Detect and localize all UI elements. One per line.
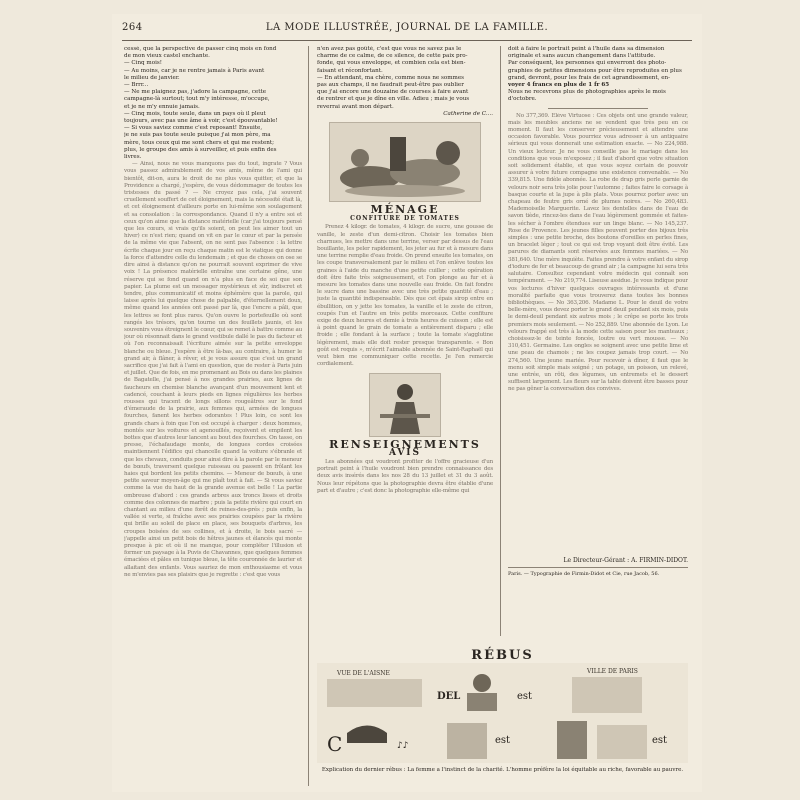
col1-line: je ne suis pas toute seule puisque j'ai mon père, ma (124, 132, 271, 139)
city-sketch (572, 677, 642, 713)
col1-line: — Si vous saviez comme c'est reposant! Ensuite, (124, 125, 263, 132)
col3-line: grand, devront, pour les frais de cet agrandissement, en- (508, 74, 671, 81)
recipe-text: Prenez 4 kilogr. de tomates, 4 kilogr. de sucre, une gousse de vanille, le zeste d'un demi-citron. Choisir les tomates bien charnues, les mettre dans une terrine, verser par dessus de l'eau bouillante, les peler rapidement, les jeter au fur et à mesure dans une terrine remplie d'eau froide. On prend ensuite les tomates, on les coupe transversalement par le milieu et l'on enlève toutes les graines à l'aide du manche d'une petite cuiller ; cette opération doit être faite très soigneusement, et l'on plonge au fur et à mesure les tomates dans une nouvelle eau froide. On fait fondre le sucre dans une bassine avec une très petite quantité d'eau ; juste la quantité indispensable. Dès que cet épais sirop entre en ébullition, on y jette les tomates, la vanille et le zeste de citron, coupés l'un et l'autre en très petits morceaux. Cette confiture exige de deux heures et demie à trois heures de cuisson ; elle est à point quand le grain de tomate a entièrement disparu ; elle froide ; elle fondant à la surface ; toute la tomate s'agglutine légèrement, mais elle doit rester presque transparente. « Bon goût est requis », m'écrit l'aimable abonnée de Saint-Raphaël qui veut bien me communiquer cette recette. Je l'en remercie cordialement. (317, 224, 493, 368)
column-1 (124, 46, 302, 790)
col2-line: que j'ai encore une douzaine de courses à faire avant (317, 89, 469, 96)
correspondence-text: No 377,369. Elève Virtuose : Ces objets ont une grande valeur, mais les meubles anciens ne se vendent que très peu en ce moment. Il faut les conserver précieusement et attendre une occasion favorable. Vous pourriez vous adresser à un antiquaire sérieux qui vous donnerait une estimation exacte. — No 224,988. Un vieux lecteur. Je ne vous conseille pas le mariage dans les conditions que vous m'exposez ; il faut d'abord que votre situation soit solidement établie, et que vous soyez certain de pouvoir assurer à votre future compagne une existence convenable. — No 339,815. Une fidèle abonnée. La robe de drap gris perle garnie de velours noir sera très jolie pour l'automne ; faites faire le corsage à basque courte et la jupe à plis plats. Vous pourrez porter avec un chapeau de feutre gris orné de plumes noires. — No 260,483. Mademoiselle Marguerite. Lavez les dentelles dans de l'eau de savon tiède, rincez-les dans de l'eau légèrement gommée et faites-les sécher à l'ombre étendues sur un linge blanc. — No 145,237. Rose de Provence. Les jeunes filles peuvent porter des bijoux très simples : une petite broche, des boutons d'oreilles en perles fines, un bracelet léger ; tout ce qui est trop voyant doit être évité. Les parures de diamants sont réservées aux femmes mariées. — No 381,640. Une mère inquiète. Faites prendre à votre enfant du sirop d'iodure de fer et beaucoup de grand air ; la campagne lui sera très salutaire. Consultez cependant votre médecin qui connaît son tempérament. — No 219,774. Liseuse assidue. Je vous indique pour vos lectures d'hiver quelques ouvrages intéressants et d'une moralité parfaite que vous trouverez dans toutes les bonnes bibliothèques. — No 363,206. Madame L. Pour le deuil de votre belle-mère, vous devez porter le grand deuil pendant six mois, puis le demi-deuil pendant six autres mois ; le crêpe se porte les trois premiers mois seulement. — No 252,889. Une abonnée de Lyon. Le velours frappé est très à la mode cette saison pour les manteaux ; choisissez-le de teinte foncée, loutre ou vert mousse. — No 310,451. Germaine. Les ongles se soignent avec une petite lime et une peau de chamois ; ne les coupez jamais trop court. — No 274,560. Une jeune mariée. Pour recevoir à dîner, il faut que le menu soit simple mais soigné ; un potage, un poisson, un relevé, une entrée, un rôti, des légumes, un entremets et le dessert suffisent largement. Les fleurs sur la table doivent être basses pour ne pas gêner la conversation des convives. (508, 112, 688, 393)
col1-line: — Cinq mois! (124, 60, 162, 67)
avis-text: Les abonnées qui voudront profiter de l'offre gracieuse d'un portrait peint à l'huile voudront bien prendre connaissance des deux avis insérés dans les nos 28 du 13 juillet et 31 du 3 août. Nous leur répétons que la photographie devra être établie d'une part et d'autre ; c'est donc la photographie elle-même qui (317, 458, 493, 494)
renseignements-heading: RENSEIGNEMENTS (329, 437, 481, 451)
recipe-title: CONFITURE DE TOMATES (350, 215, 460, 223)
still-life-illustration (329, 122, 481, 202)
rebus-explanation: Explication du dernier rébus : La femme a l'instinct de la charité. L'homme préfère la loi équitable au riche, favorable au pauvre. (321, 767, 684, 773)
column-divider-1 (308, 46, 309, 786)
col1-line: — Ne me plaignez pas, j'adore la campagne, cette (124, 89, 267, 96)
col3-line: d'octobre. (508, 96, 537, 103)
rebus-section (317, 648, 688, 780)
imprint-rule (508, 567, 688, 568)
col2-line: pas aux champs, il ne faudrait peut-être pas oublier (317, 82, 464, 89)
col1-line: — Au moins, car je ne rentre jamais à Paris avant (124, 67, 265, 74)
col3-line: doit à faire le portrait peint à l'huile dans sa dimension (508, 46, 665, 52)
col2-line: reverrai avant mon départ. (317, 103, 394, 110)
landscape-sketch (327, 679, 422, 707)
imprint-text: Paris. — Typographie de Firmin-Didot et Cie, rue Jacob, 56. (508, 570, 660, 577)
col1-line: plus, le groupe des amis à surveiller, et puis enfin des (124, 146, 277, 153)
rebus-heading: RÉBUS (471, 648, 534, 663)
col1-line: campagne-là surtout; tout m'y intéresse, m'occupe, (124, 96, 270, 103)
col3-line: Par conséquent, les personnes qui enverront des photo- (508, 60, 667, 67)
woman-reading-illustration (369, 373, 441, 437)
journal-title: LA MODE ILLUSTRÉE, JOURNAL DE LA FAMILLE. (265, 22, 549, 33)
col1-line: livres. (124, 154, 142, 161)
col2-line: fonde, qui vous enveloppe, et combien cela est bien- (317, 60, 466, 67)
col1-line: et je ne m'y ennuie jamais. (124, 103, 200, 110)
col1-body-text: — Ainsi, nous ne vous manquons pas du tout, ingrate ? Vous vous passez admirablement de vos amis, même de l'ami qui bientôt, dit-on, aura le droit de ne plus vous quitter, et que la Providence a chargé, j'espère, de vous dédommager de toutes les tristesses du passé ? — Ne croyez pas cela, j'ai souvent cruellement souffert de cet éloignement, mais la nécessité était là, et cet éloignement d'ailleurs porte en lui-même son soulagement et sa consolation : la correspondance. Quand il n'y a entre soi et ceux qu'on aime que la distance matérielle (car j'ai toujours pensé que les cœurs, si vrais qu'ils soient, on peut les aimer tout un hiver) ce n'est rien; quand on vit en par le cœur et par la pensée de la même vie que l'absent, on ne sent pas l'absence : la lettre écrite chaque jour en reçu chaque matin est le viatique qui donne la force d'attendre celle du lendemain ; et que de choses on ose se dire ainsi à distance qu'on ne pourrait souvent exprimer de vive voix ! La présence matérielle entraîne une certaine gêne, une réserve qui se fond quand on n'a plus en face de soi que son papier. La plume est un messager mystérieux et sûr, indiscret et tendre, plus communicatif et moins éphémère que la parole, qui laisse après lui quelque chose de palpable, d'éternellement doux, même quand les années ont passé par là, que l'encre a pâli, que les lettres se font plus rares. Qu'on ouvre le portefeuille où sont rangés les trésors, qu'on tourne un des feuillets jaunis, et les souvenirs vous étreignent le cœur, qui se remet à battre comme au jour où résonnait dans le grand vestibule dallé le pas du facteur et où l'on reconnaissait l'écriture aimée sur la petite enveloppe blanche ou bleue. J'espère à être là-bas, au contraire, à humer le grand air, à flâner, à rêver, et je vous assure que c'est un grand sacrifice que j'ai fait à l'ami en question, que de rester à Paris juin et juillet. Que de fois, en me promenant au Bois ou dans les plaines de Bagatelle, j'ai pensé à nos grandes prairies, aux lignes de faucheurs en chemise blanche avançant d'un mouvement lent et cadencé, couchant à leurs pieds en lignes régulières les herbes rousses qui tracent de longs sillons rougeâtres sur le fond d'émeraude de la prairie, aux femmes qui, armées de longues fourches, fanent les herbes odorantes ! Plus loin, ce sont les grands chars à foin que l'on est occupé à charger : deux hommes, montés sur les voitures et agenouillés, reçoivent et empilent les bottes que d'autres leur lancent au bout des fourches. On tasse, on presse, l'échafaudage monte, de longues cordes croisées maintiennent l'édifice qui chancelle quand la voiture s'ébranle et que les chevaux, conduits pour ainsi dire à la parole par le meneur de bœufs, traversent quelque ruisseau ou passent en frôlant les haies qui bordent les petits chemins. — Meneur de bœufs, à une petite saveur moyen-âge qui me plaît tout à fait. — Si vous saviez comme la vue du haut de la grande avenue est belle ! La partie ombreuse d'abord : ces grands arbres aux troncs lisses et droits comme des colonnes de marbre ; puis la petite rivière qui court en chantant au milieu d'une forêt de reines-des-prés ; puis enfin, la vallée si verte, si fraîche avec ses prairies coupées par la rivière qui brille au soleil de place en place, ses bouquets d'arbres, les croupes boisées de ses collines, et à droite, le bois sacré — j'appelle ainsi un petit bois de hêtres jaunes et élancés qui monte presque à pic et où il ne manque, pour compléter l'illusion et former un paysage à la Puvis de Chavannes, que quelques femmes émaciées et pâles en tunique bleue, la tête couronnée de laurier et allaitant des enfants. Vous sauriez de mon enthousiasme et vous ne m'envies pas ses plaisirs que je regrette : c'est que vous (124, 161, 302, 578)
journal-page (112, 14, 702, 792)
col2-line: faisant et réconfortant. (317, 67, 383, 74)
col1-line: le milieu de janvier. (124, 74, 180, 81)
col2-line: n'en avez pas goûté, c'est que vous ne savez pas le (317, 46, 462, 52)
svg-text:♪♪: ♪♪ (397, 741, 409, 751)
figure-sketch (557, 721, 587, 759)
section-rule (548, 108, 648, 109)
rebus-illustration (317, 663, 688, 763)
col1-line: cessé, que la perspective de passer cinq mois en fond (124, 46, 277, 52)
man-head-sketch (473, 674, 491, 692)
lady-sketch (447, 723, 487, 759)
rebus-label-del: DEL (437, 691, 461, 702)
avis-heading: AVIS (388, 447, 422, 458)
rebus-label-vue-aisne: VUE DE L'AISNE (337, 670, 390, 677)
header-rule (122, 40, 692, 41)
rebus-label-est-2: est (495, 735, 511, 746)
col1-line: toujours, avec pas une âme à voir, c'est épouvantable! (124, 118, 278, 125)
rebus-label-est-3: est (652, 735, 668, 746)
col2-line: de rentrer et que je dîne en ville. Adieu ; mais je vous (317, 96, 470, 103)
col1-line: — Brrr... (124, 82, 149, 89)
article-signature: Catherine de C.... (443, 110, 493, 117)
col3-line: voyer 4 francs en plus de 1 fr 65 (508, 82, 610, 89)
col2-line: — En attendant, ma chère, comme nous ne sommes (317, 74, 465, 81)
rebus-label-est-1: est (517, 691, 533, 702)
column-2 (317, 46, 493, 636)
col3-line: originale et sans aucun changement dans l'attitude. (508, 53, 656, 60)
page-number: 264 (122, 22, 143, 33)
col1-line: mère, tous ceux qui me sont chers et qui me restent; (124, 139, 275, 146)
rebus-label-c: C (327, 732, 343, 756)
col2-line: charme de ce calme, de ce silence, de cette paix pro- (317, 53, 468, 60)
column-3 (508, 46, 688, 636)
col1-line: — Cinq mois, toute seule, dans un pays où il pleut (124, 110, 266, 117)
col3-line: graphies de petites dimensions pour être reproduites en plus (508, 67, 682, 74)
cellar-sketch (597, 725, 647, 759)
director-signature: Le Directeur-Gérant : A. FIRMIN-DIDOT. (563, 556, 688, 564)
col1-line: de mon vieux castel enchante. (124, 53, 210, 60)
page-header (122, 22, 692, 36)
rebus-label-ville-paris: VILLE DE PARIS (587, 668, 638, 675)
col3-line: Nous ne recevrons plus de photographies après le mois (508, 89, 666, 96)
column-divider-2 (500, 46, 501, 636)
menage-heading: MÉNAGE (370, 203, 440, 217)
